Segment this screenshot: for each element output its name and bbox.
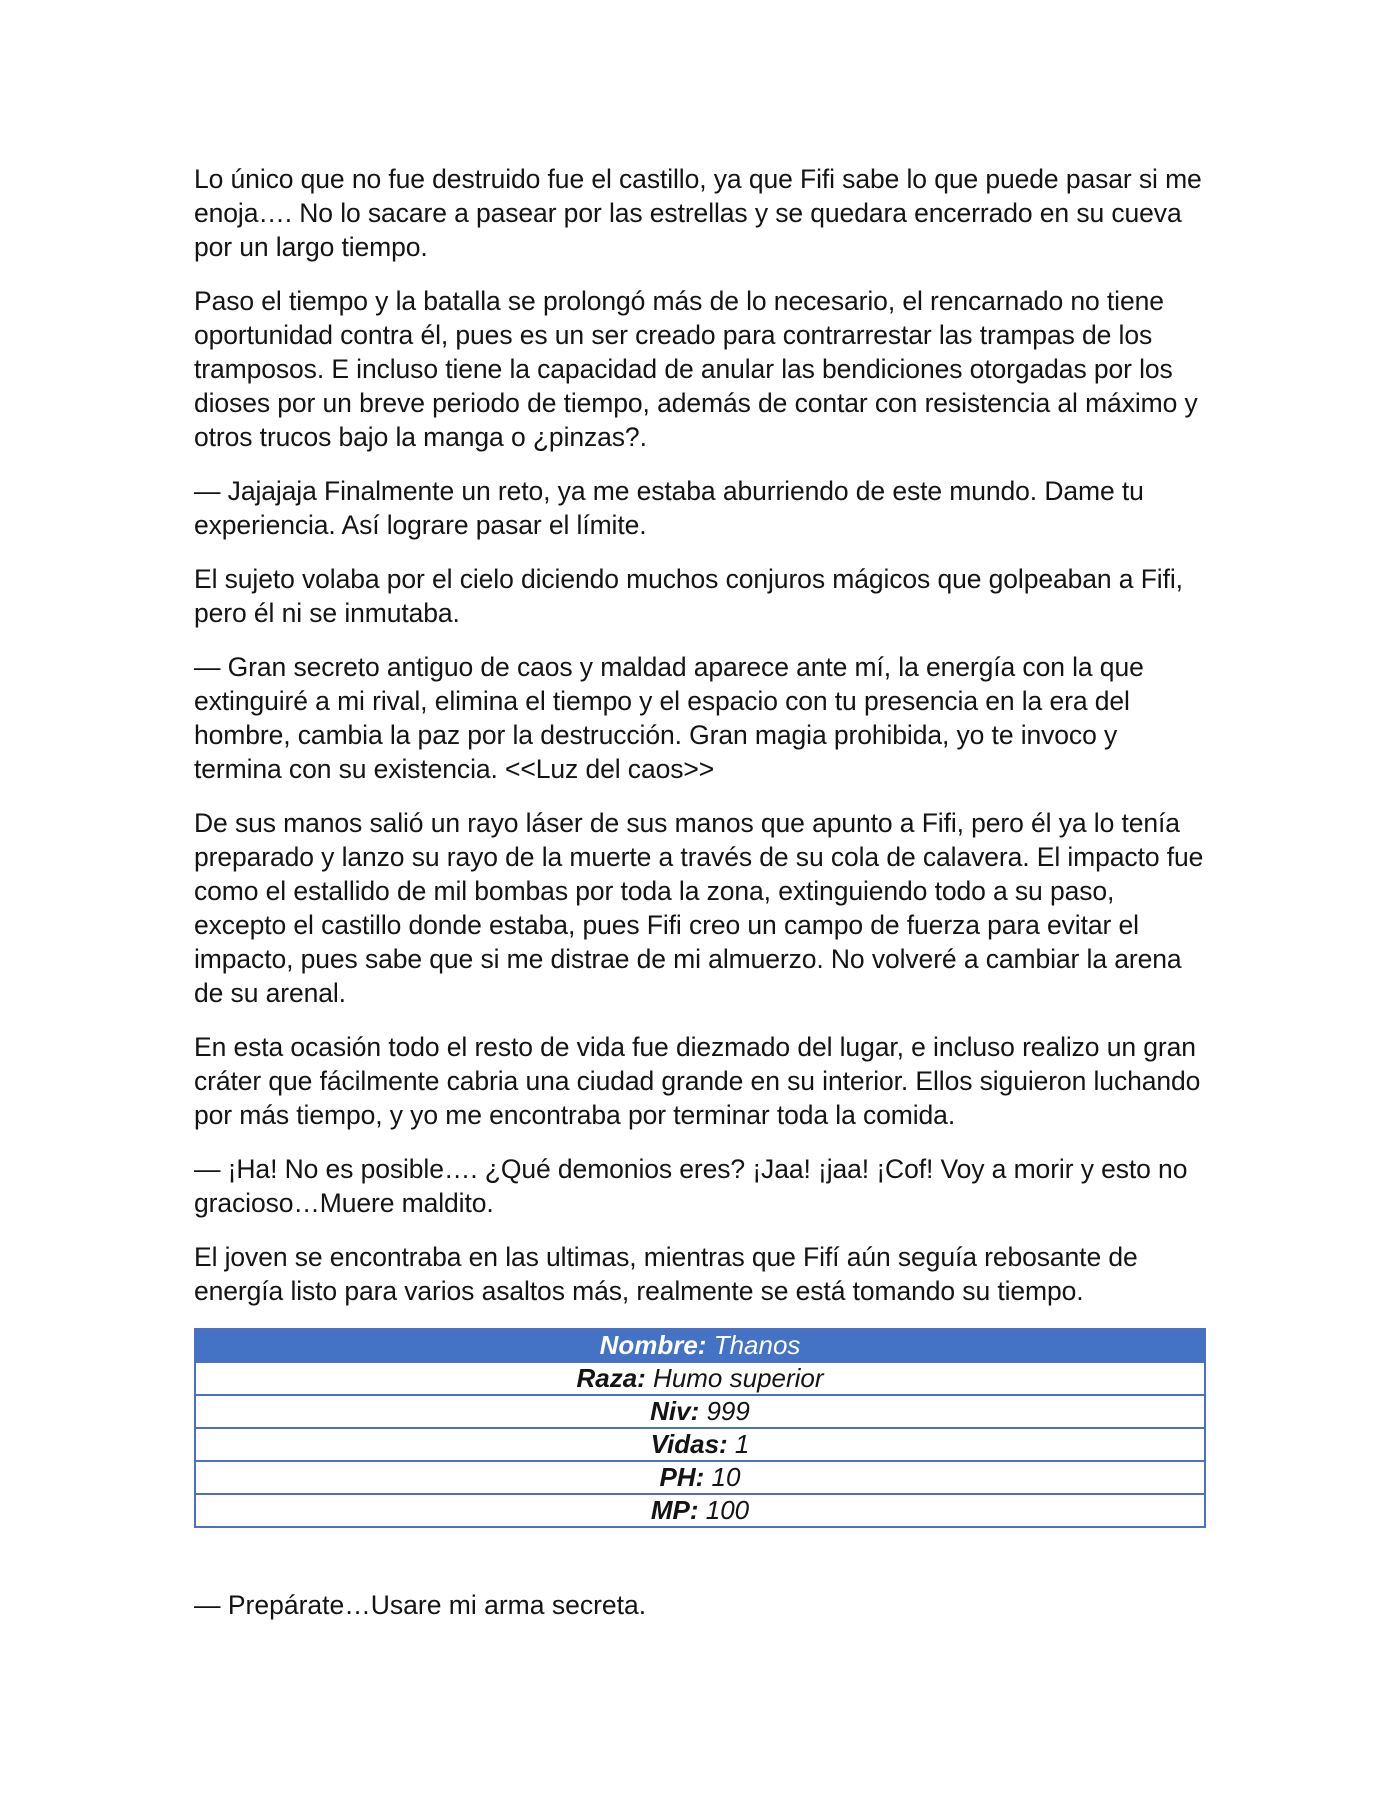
stats-label: Vidas: <box>650 1429 728 1459</box>
paragraph-8: — ¡Ha! No es posible…. ¿Qué demonios eres? ¡Jaa! ¡jaa! ¡Cof! Voy a morir y esto no gracioso…Muere maldito. <box>194 1154 1188 1218</box>
character-stats-table <box>194 1328 1206 1528</box>
stats-value: 10 <box>704 1462 741 1492</box>
stats-value: 100 <box>698 1495 750 1525</box>
paragraph-7: En esta ocasión todo el resto de vida fue diezmado del lugar, e incluso realizo un gran cráter que fácilmente cabria una ciudad grande en su interior. Ellos siguieron luchando por más tiempo, y yo me encontraba por terminar toda la comida. <box>194 1032 1201 1130</box>
stats-cell <box>195 1461 1205 1494</box>
paragraph-9: El joven se encontraba en las ultimas, mientras que Fifí aún seguía rebosante de energía listo para varios asaltos más, realmente se está tomando su tiempo. <box>194 1242 1138 1306</box>
stats-value: 1 <box>727 1429 750 1459</box>
stats-label: Nombre: <box>599 1330 707 1360</box>
paragraph-4: El sujeto volaba por el cielo diciendo muchos conjuros mágicos que golpeaban a Fifi, pero él ni se inmutaba. <box>194 564 1183 628</box>
stats-label: Raza: <box>576 1363 646 1393</box>
paragraph-3: — Jajajaja Finalmente un reto, ya me estaba aburriendo de este mundo. Dame tu experiencia. Así lograre pasar el límite. <box>194 476 1144 540</box>
stats-row-level <box>195 1395 1205 1428</box>
paragraph-5: — Gran secreto antiguo de caos y maldad aparece ante mí, la energía con la que extinguiré a mi rival, elimina el tiempo y el espacio con tu presencia en la era del hombre, cambia la paz por la destrucción. Gran magia prohibida, yo te invoco y termina con su existencia. <<Luz del caos>> <box>194 652 1144 784</box>
stats-row-ph <box>195 1461 1205 1494</box>
stats-value: Humo superior <box>645 1363 824 1393</box>
document-page <box>194 162 1206 1622</box>
paragraph-2: Paso el tiempo y la batalla se prolongó más de lo necesario, el rencarnado no tiene oportunidad contra él, pues es un ser creado para contrarrestar las trampas de los tramposos. E incluso tiene la capacidad de anular las bendiciones otorgadas por los dioses por un breve periodo de tiempo, además de contar con resistencia al máximo y otros trucos bajo la manga o ¿pinzas?. <box>194 286 1198 452</box>
stats-label: PH: <box>659 1462 705 1492</box>
stats-row-race <box>195 1362 1205 1395</box>
stats-value: Thanos <box>706 1330 801 1360</box>
stats-label: MP: <box>650 1495 699 1525</box>
stats-cell <box>195 1494 1205 1527</box>
stats-row-mp <box>195 1494 1205 1527</box>
stats-label: Niv: <box>650 1396 700 1426</box>
stats-cell <box>195 1329 1205 1362</box>
stats-cell <box>195 1428 1205 1461</box>
stats-value: 999 <box>699 1396 750 1426</box>
stats-row-name <box>195 1329 1205 1362</box>
paragraph-1: Lo único que no fue destruido fue el castillo, ya que Fifi sabe lo que puede pasar si me enoja…. No lo sacare a pasear por las estrellas y se quedara encerrado en su cueva por un largo tiempo. <box>194 164 1202 262</box>
stats-cell <box>195 1362 1205 1395</box>
paragraph-6: De sus manos salió un rayo láser de sus manos que apunto a Fifi, pero él ya lo tenía preparado y lanzo su rayo de la muerte a través de su cola de calavera. El impacto fue como el estallido de mil bombas por toda la zona, extinguiendo todo a su paso, excepto el castillo donde estaba, pues Fifi creo un campo de fuerza para evitar el impacto, pues sabe que si me distrae de mi almuerzo. No volveré a cambiar la arena de su arenal. <box>194 808 1204 1008</box>
closing-line: — Prepárate…Usare mi arma secreta. <box>194 1590 647 1620</box>
stats-row-lives <box>195 1428 1205 1461</box>
stats-cell <box>195 1395 1205 1428</box>
